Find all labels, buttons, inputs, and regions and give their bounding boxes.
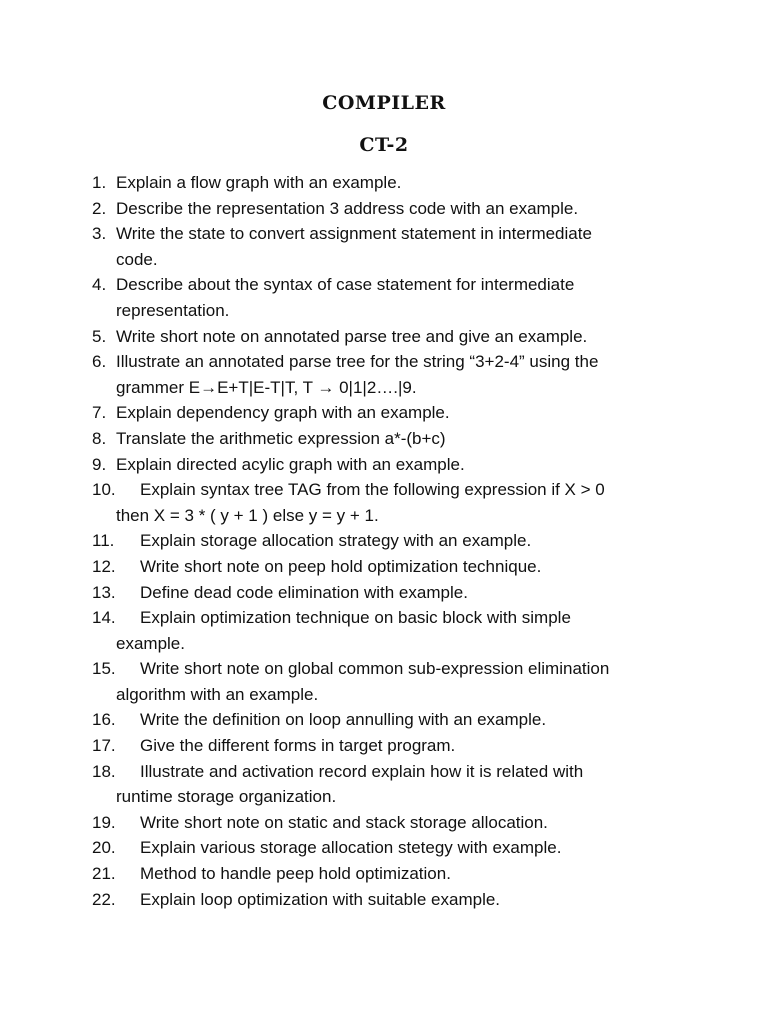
question-text-line: runtime storage organization. [116, 787, 337, 807]
question-number: 13. [92, 582, 116, 602]
question-number: 6. [92, 352, 107, 372]
question-number: 4. [92, 275, 107, 295]
question-item [92, 272, 692, 323]
question-text-line: then X = 3 * ( y + 1 ) else y = y + 1. [116, 505, 379, 525]
question-number: 14. [92, 608, 116, 628]
question-text-line: Write the state to convert assignment statement in intermediate [116, 224, 592, 244]
question-text-line: Write the definition on loop annulling with an example. [140, 710, 547, 730]
question-text-line: Explain loop optimization with suitable example. [140, 889, 501, 909]
question-text-line: Translate the arithmetic expression a*-(b+c) [116, 428, 446, 448]
question-text-line: Explain optimization technique on basic block with simple [140, 608, 571, 628]
question-text-line: example. [116, 633, 185, 653]
question-text-line: Write short note on static and stack storage allocation. [140, 812, 548, 832]
question-item [92, 400, 692, 426]
question-number: 8. [92, 428, 107, 448]
question-number: 1. [92, 173, 107, 192]
question-number: 21. [92, 864, 116, 884]
question-number: 15. [92, 659, 116, 679]
question-item [92, 580, 692, 606]
question-item [92, 324, 692, 350]
question-item [92, 605, 692, 656]
question-text-line: Illustrate an annotated parse tree for the string “3+2-4” using the [116, 352, 599, 372]
question-item [92, 170, 692, 196]
question-item [92, 810, 692, 836]
question-text-line: grammer E→E+T|E-T|T, T → 0|1|2….|9. [116, 377, 417, 397]
question-list [92, 170, 692, 912]
question-item [92, 861, 692, 887]
question-number: 2. [92, 198, 107, 218]
question-text-line: Write short note on peep hold optimization technique. [140, 556, 542, 576]
question-text-line: Describe about the syntax of case statement for intermediate [116, 275, 575, 295]
question-text-line: Illustrate and activation record explain how it is related with [140, 761, 584, 781]
question-text-line: Method to handle peep hold optimization. [140, 864, 451, 884]
question-item [92, 349, 692, 400]
question-text-line: Explain a flow graph with an example. [116, 173, 402, 192]
question-text-line: Explain storage allocation strategy with an example. [140, 531, 532, 551]
document-subtitle: CT-2 [359, 134, 409, 156]
question-item [92, 528, 692, 554]
document-title: COMPILER [322, 92, 446, 114]
question-text-line: code. [116, 249, 158, 269]
question-item [92, 196, 692, 222]
question-text-line: representation. [116, 300, 230, 320]
question-text-line: Explain dependency graph with an example. [116, 403, 450, 423]
question-number: 20. [92, 838, 116, 858]
question-number: 19. [92, 812, 116, 832]
question-text-line: Explain directed acylic graph with an example. [116, 454, 465, 474]
question-number: 22. [92, 889, 116, 909]
question-item [92, 656, 692, 707]
question-item [92, 554, 692, 580]
question-text-line: Explain various storage allocation stetegy with example. [140, 838, 562, 858]
question-item [92, 759, 692, 810]
question-item [92, 707, 692, 733]
question-number: 12. [92, 556, 116, 576]
question-text-line: Describe the representation 3 address code with an example. [116, 198, 579, 218]
question-item [92, 887, 692, 913]
question-item [92, 477, 692, 528]
question-text-line: Give the different forms in target program. [140, 736, 456, 756]
question-number: 17. [92, 736, 116, 756]
question-number: 11. [92, 531, 115, 551]
question-number: 9. [92, 454, 107, 474]
question-number: 16. [92, 710, 116, 730]
question-item [92, 221, 692, 272]
question-text-line: Explain syntax tree TAG from the following expression if X > 0 [140, 480, 605, 500]
question-number: 7. [92, 403, 107, 423]
question-text-line: algorithm with an example. [116, 684, 319, 704]
question-text-line: Define dead code elimination with example. [140, 582, 468, 602]
question-number: 10. [92, 480, 116, 500]
question-item [92, 452, 692, 478]
question-number: 18. [92, 761, 116, 781]
question-item [92, 733, 692, 759]
question-text-line: Write short note on annotated parse tree and give an example. [116, 326, 588, 346]
question-item [92, 426, 692, 452]
question-item [92, 835, 692, 861]
question-number: 5. [92, 326, 107, 346]
question-number: 3. [92, 224, 107, 244]
question-text-line: Write short note on global common sub-expression elimination [140, 659, 610, 679]
